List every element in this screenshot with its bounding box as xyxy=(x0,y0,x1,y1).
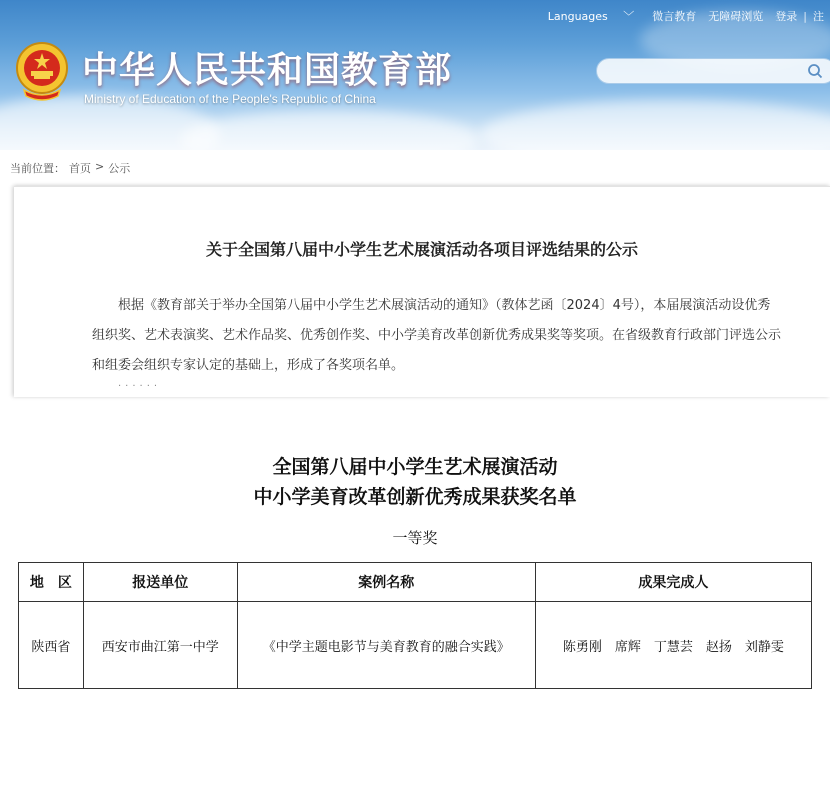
cell-region: 陕西省 xyxy=(19,602,84,689)
awards-table xyxy=(18,562,812,689)
nav-weiyan[interactable]: 微言教育 xyxy=(652,10,697,23)
nav-languages-label: Languages xyxy=(547,10,608,23)
article-panel xyxy=(14,186,830,397)
search-box[interactable] xyxy=(596,58,830,84)
cloud-decoration xyxy=(180,110,480,150)
cell-people: 陈勇刚 席辉 丁慧芸 赵扬 刘静雯 xyxy=(535,602,811,689)
cell-unit: 西安市曲江第一中学 xyxy=(83,602,237,689)
breadcrumb-label: 当前位置： xyxy=(10,162,65,175)
article-title: 关于全国第八届中小学生艺术展演活动各项目评选结果的公示 xyxy=(205,240,638,259)
site-header xyxy=(0,0,830,150)
chevron-down-icon: ﹀ xyxy=(623,10,635,23)
search-icon[interactable] xyxy=(807,63,823,79)
nav-accessibility[interactable]: 无障碍浏览 xyxy=(708,10,764,23)
column-header-people: 成果完成人 xyxy=(535,563,811,602)
cloud-decoration xyxy=(480,100,830,150)
column-header-unit: 报送单位 xyxy=(83,563,237,602)
breadcrumb-current[interactable]: 公示 xyxy=(108,162,131,175)
column-header-case: 案例名称 xyxy=(237,563,535,602)
nav-login[interactable]: 登录 xyxy=(775,10,798,23)
award-list-title-line1: 全国第八届中小学生艺术展演活动 xyxy=(272,456,558,478)
site-title-en: Ministry of Education of the People's Republic of China xyxy=(84,92,376,106)
nav-separator: | xyxy=(803,9,807,23)
national-emblem-icon[interactable] xyxy=(14,40,70,102)
article-body: 根据《教育部关于举办全国第八届中小学生艺术展演活动的通知》（教体艺函〔2024〕4号），本届展演活动设优秀组织奖、艺术表演奖、艺术作品奖、优秀创作奖、中小学美育改革创新优秀成果奖等奖项。在省级教育行政部门评选公示和组委会组织专家认定的基础上，形成了各奖项名单。 xyxy=(92,298,782,373)
article-ellipsis: ······ xyxy=(118,381,162,392)
nav-register[interactable]: 注 xyxy=(813,10,824,23)
search-input[interactable] xyxy=(607,59,811,83)
table-row xyxy=(19,602,812,689)
table-header-row xyxy=(19,563,812,602)
column-header-region: 地 区 xyxy=(19,563,84,602)
breadcrumb-home[interactable]: 首页 xyxy=(69,162,91,175)
breadcrumb-separator: > xyxy=(95,160,105,173)
nav-languages[interactable] xyxy=(536,8,647,24)
prize-level: 一等奖 xyxy=(392,529,438,547)
cell-case: 《中学主题电影节与美育教育的融合实践》 xyxy=(237,602,535,689)
top-nav xyxy=(536,6,830,26)
award-list-title-line2: 中小学美育改革创新优秀成果获奖名单 xyxy=(253,486,577,508)
breadcrumb xyxy=(10,160,130,176)
site-title-cn[interactable]: 中华人民共和国教育部 xyxy=(82,49,453,91)
